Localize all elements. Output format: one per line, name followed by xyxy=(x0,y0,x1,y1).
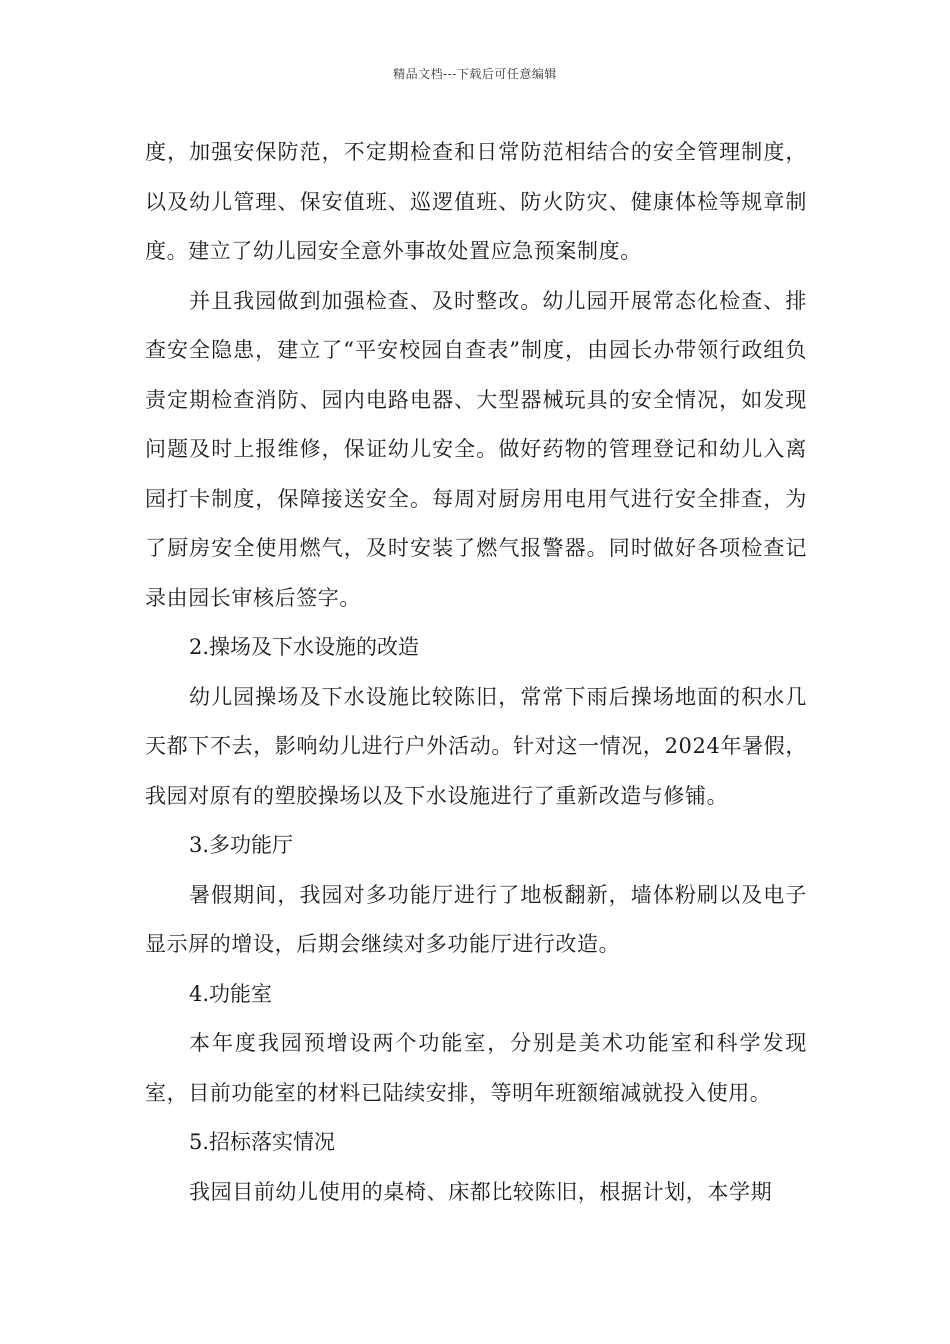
paragraph-inspection: 并且我园做到加强检查、及时整改。幼儿园开展常态化检查、排查安全隐患，建立了“平安校园自查表”制度，由园长办带领行政组负责定期检查消防、园内电路电器、大型器械玩具的安全情况，如发现问题及时上报维修，保证幼儿安全。做好药物的管理登记和幼儿入离园打卡制度，保障接送安全。每周对厨房用电用气进行安全排查，为了厨房安全使用燃气，及时安装了燃气报警器。同时做好各项检查记录由园长审核后签字。 xyxy=(145,288,807,610)
section-heading-tender: 5.招标落实情况 xyxy=(189,1130,336,1154)
section-heading-multipurpose-hall: 3.多功能厅 xyxy=(189,833,294,857)
paragraph-tender: 我园目前幼儿使用的桌椅、床都比较陈旧，根据计划，本学期 xyxy=(189,1179,773,1204)
paragraph-multipurpose-hall: 暑假期间，我园对多功能厅进行了地板翻新，墙体粉刷以及电子显示屏的增设，后期会继续对多功能厅进行改造。 xyxy=(145,882,807,956)
section-heading-playground: 2.操场及下水设施的改造 xyxy=(189,635,420,659)
paragraph-safety-system: 度，加强安保防范，不定期检查和日常防范相结合的安全管理制度，以及幼儿管理、保安值班、巡逻值班、防火防灾、健康体检等规章制度。建立了幼儿园安全意外事故处置应急预案制度。 xyxy=(145,140,807,263)
document-body xyxy=(145,128,807,1217)
paragraph-playground: 幼儿园操场及下水设施比较陈旧，常常下雨后操场地面的积水几天都下不去，影响幼儿进行户外活动。针对这一情况，2024年暑假，我园对原有的塑胶操场以及下水设施进行了重新改造与修铺。 xyxy=(145,684,807,808)
page-header: 精品文档---下载后可任意编辑 xyxy=(393,67,557,81)
section-heading-function-rooms: 4.功能室 xyxy=(189,981,273,1006)
paragraph-function-rooms: 本年度我园预增设两个功能室，分别是美术功能室和科学发现室，目前功能室的材料已陆续安排，等明年班额缩减就投入使用。 xyxy=(145,1031,807,1105)
